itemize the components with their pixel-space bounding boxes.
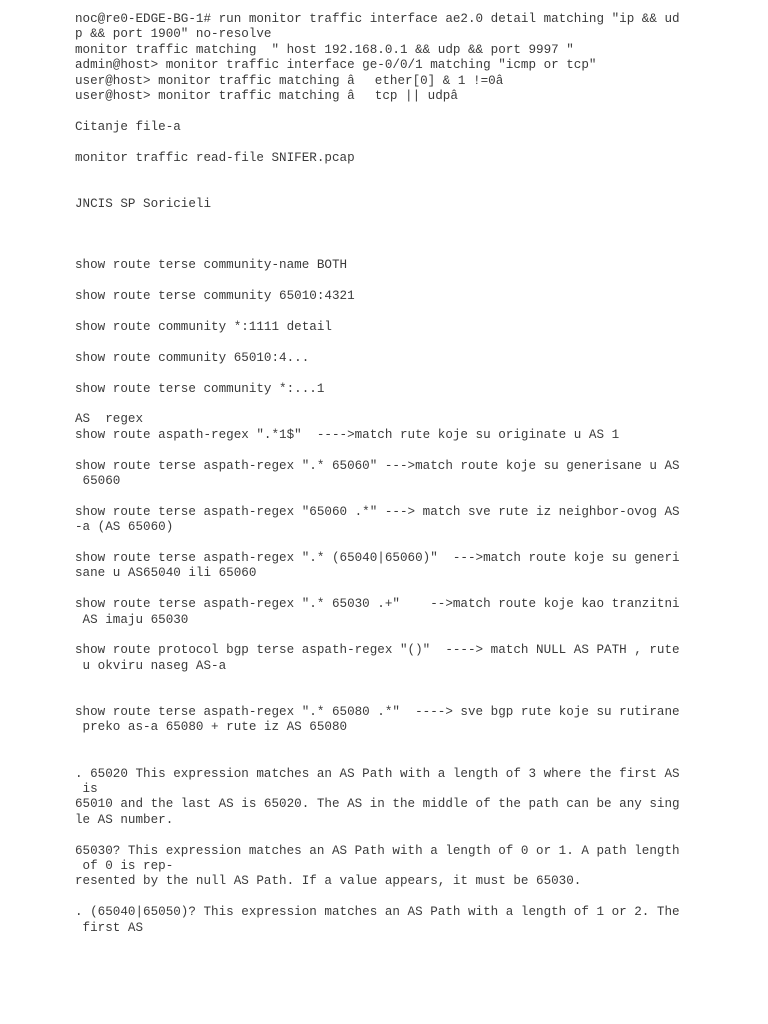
text-line: 65010 and the last AS is 65020. The AS in the middle of the path can be any sing (75, 797, 680, 812)
community-command-1 (75, 289, 685, 304)
section-heading-jncis (75, 197, 685, 212)
community-command-3 (75, 351, 685, 366)
text-line: . 65020 This expression matches an AS Path with a length of 3 where the first AS (75, 766, 680, 781)
regex-explanation-2 (75, 844, 685, 890)
text-line: sane u AS65040 ili 65060 (75, 566, 257, 581)
text-line: admin@host> monitor traffic interface ge-0/0/1 matching "icmp or tcp" (75, 58, 597, 73)
monitor-traffic-commands (75, 12, 685, 104)
text-line: le AS number. (75, 812, 174, 827)
text-line: show route terse aspath-regex "65060 .*" ---> match sve rute iz neighbor-ovog AS (75, 504, 680, 519)
text-line: -a (AS 65060) (75, 520, 174, 535)
read-file-command (75, 151, 685, 166)
text-line: show route terse aspath-regex ".* 65030 .+" -->match route koje kao tranzitni (75, 597, 680, 612)
section-heading-citanje (75, 120, 685, 135)
text-line: monitor traffic read-file SNIFER.pcap (75, 150, 355, 165)
community-command-4 (75, 382, 685, 397)
text-line: AS regex (75, 412, 144, 427)
text-line: show route terse community 65010:4321 (75, 289, 355, 304)
text-line: show route terse community *:...1 (75, 381, 325, 396)
text-line: AS imaju 65030 (75, 612, 189, 627)
aspath-regex-example-4 (75, 597, 685, 628)
text-line: 65060 (75, 474, 121, 489)
text-line: show route terse aspath-regex ".* 65080 .*" ----> sve bgp rute koje su rutirane (75, 705, 680, 720)
regex-explanation-3 (75, 905, 685, 936)
aspath-regex-example-2 (75, 505, 685, 536)
text-line: first AS (75, 920, 144, 935)
text-line: user@host> monitor traffic matching âether[0] & 1 !=0â (75, 73, 524, 88)
as-regex-heading (75, 412, 685, 443)
aspath-regex-example-5 (75, 643, 685, 674)
text-line: show route aspath-regex ".*1$" ---->match rute koje su originate u AS 1 (75, 427, 620, 442)
text-line: u okviru naseg AS-a (75, 658, 227, 673)
text-line: show route community 65010:4... (75, 350, 310, 365)
aspath-regex-example-6 (75, 705, 685, 736)
text-line: preko as-a 65080 + rute iz AS 65080 (75, 720, 348, 735)
aspath-regex-example-1 (75, 459, 685, 490)
text-line: noc@re0-EDGE-BG-1# run monitor traffic interface ae2.0 detail matching "ip && ud (75, 12, 680, 26)
community-command-2 (75, 320, 685, 335)
text-line: show route community *:1111 detail (75, 320, 332, 335)
text-line: resented by the null AS Path. If a value appears, it must be 65030. (75, 874, 582, 889)
text-line: is (75, 782, 98, 797)
text-line: show route protocol bgp terse aspath-regex "()" ----> match NULL AS PATH , rute (75, 643, 680, 658)
text-line: Citanje file-a (75, 119, 181, 134)
aspath-regex-example-3 (75, 551, 685, 582)
text-line: show route terse community-name BOTH (75, 258, 348, 273)
text-line: of 0 is rep- (75, 859, 174, 874)
text-line: show route terse aspath-regex ".* (65040|65060)" --->match route koje su generi (75, 551, 680, 566)
text-line: user@host> monitor traffic matching âtcp || udpâ (75, 89, 479, 104)
text-line: show route terse aspath-regex ".* 65060" --->match route koje su generisane u AS (75, 458, 680, 473)
text-line: monitor traffic matching " host 192.168.0.1 && udp && port 9997 " (75, 42, 574, 57)
regex-explanation-1 (75, 767, 685, 829)
text-line: p && port 1900" no-resolve (75, 27, 272, 42)
text-line: JNCIS SP Soricieli (75, 196, 212, 211)
text-line: . (65040|65050)? This expression matches an AS Path with a length of 1 or 2. The (75, 905, 680, 920)
text-line: 65030? This expression matches an AS Path with a length of 0 or 1. A path length (75, 843, 680, 858)
community-name-command (75, 258, 685, 273)
document-page (75, 12, 685, 936)
